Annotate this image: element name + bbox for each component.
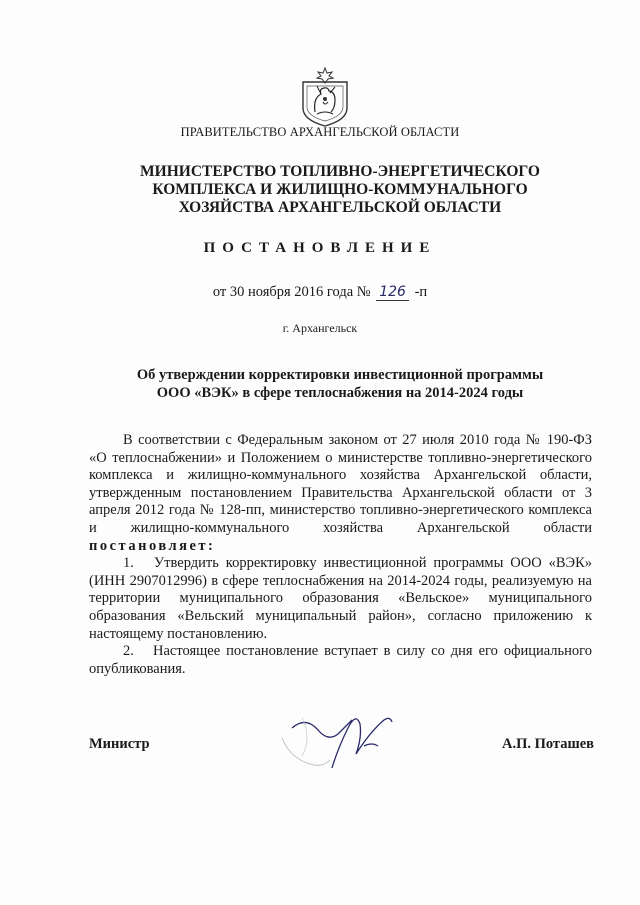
item-text: Утвердить корректировку инвестиционной программы ООО «ВЭК» (ИНН 2907012996) в сфере теплоснабжения на 2014-2024 годы, реализуемую на территории муниципального образования «Вельское» муниципального образования «Вельский муниципальный район», согласно приложению к настоящему постановлению. xyxy=(89,555,592,642)
document-number: 126 xyxy=(376,284,409,301)
item-text: Настоящее постановление вступает в силу со дня его официального опубликования. xyxy=(89,643,593,677)
list-item xyxy=(89,643,592,678)
coat-of-arms-emblem xyxy=(297,64,353,128)
preamble-text: В соответствии с Федеральным законом от 27 июля 2010 года № 190-ФЗ «О теплоснабжении» и Положением о министерстве топливно-энергетического комплекса и жилищно-коммунального хозяйства Архангельской области, утвержденным постановлением Правительства Архангельской области от 3 апреля 2012 года № 128-пп, министерство топливно-энергетического комплекса и жилищно-коммунального хозяйства Архангельской области xyxy=(89,432,592,536)
preamble-paragraph xyxy=(89,432,592,555)
item-number: 2. xyxy=(123,643,134,660)
ministry-title-line: КОМПЛЕКСА И ЖИЛИЩНО-КОММУНАЛЬНОГО xyxy=(152,181,528,198)
ministry-title-line: МИНИСТЕРСТВО ТОПЛИВНО-ЭНЕРГЕТИЧЕСКОГО xyxy=(140,163,540,180)
subject-title xyxy=(80,366,600,402)
ministry-title xyxy=(80,163,600,217)
date-line xyxy=(0,284,640,301)
government-name: ПРАВИТЕЛЬСТВО АРХАНГЕЛЬСКОЙ ОБЛАСТИ xyxy=(180,125,460,139)
document-body xyxy=(89,432,592,678)
document-type-heading: ПОСТАНОВЛЕНИЕ xyxy=(203,240,437,256)
city-name: г. Архангельск xyxy=(282,321,358,335)
subject-line: ООО «ВЭК» в сфере теплоснабжения на 2014-2024 годы xyxy=(156,385,524,401)
enactment-word: постановляет: xyxy=(89,537,216,554)
ministry-title-line: ХОЗЯЙСТВА АРХАНГЕЛЬСКОЙ ОБЛАСТИ xyxy=(178,199,502,216)
handwritten-signature xyxy=(272,698,412,788)
date-prefix: от 30 ноября 2016 года № xyxy=(212,284,371,300)
signatory-name: А.П. Поташев xyxy=(501,736,594,752)
number-suffix: -п xyxy=(414,284,428,300)
signatory-position: Министр xyxy=(89,736,150,752)
item-number: 1. xyxy=(123,555,134,572)
list-item xyxy=(89,555,592,643)
subject-line: Об утверждении корректировки инвестиционной программы xyxy=(136,367,544,383)
